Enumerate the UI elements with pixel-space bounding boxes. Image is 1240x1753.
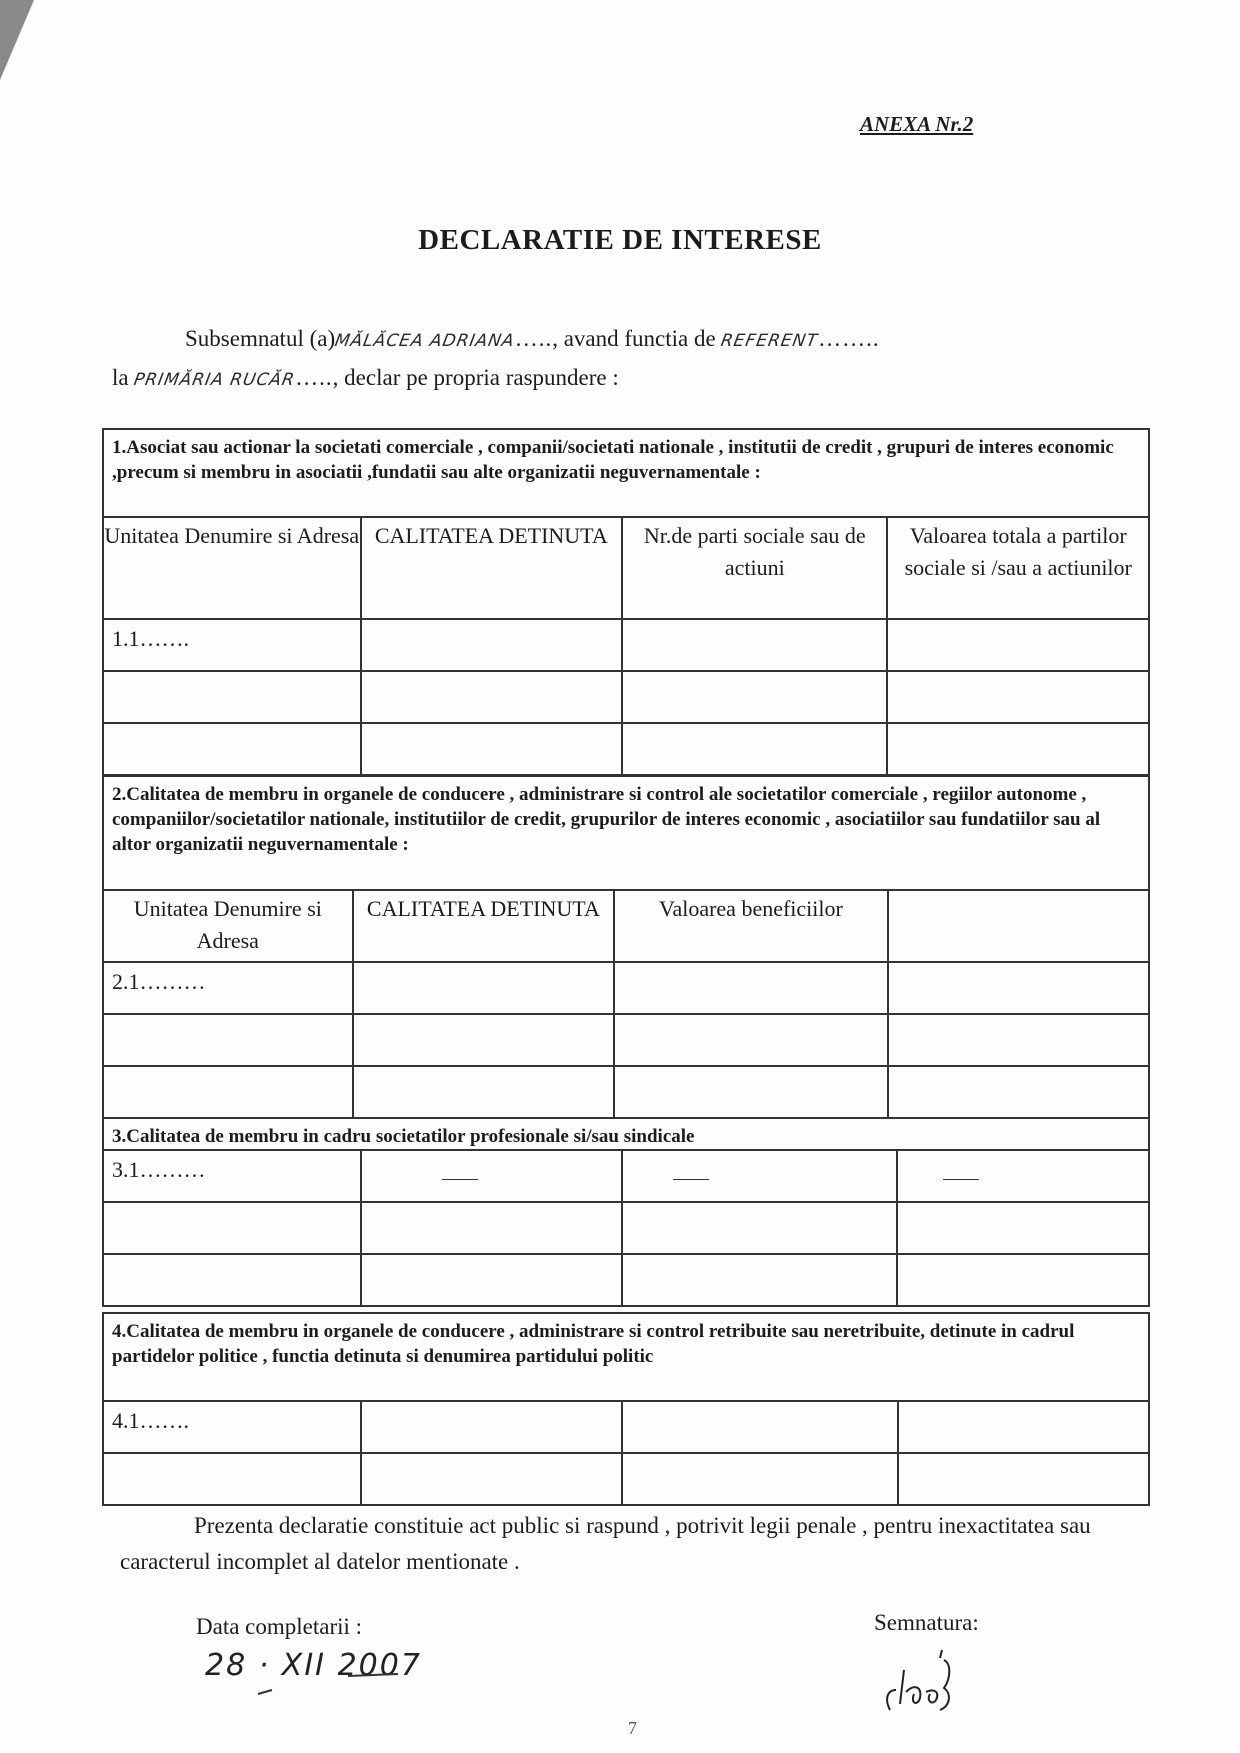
section-1-table bbox=[102, 428, 1150, 776]
section-3-table bbox=[102, 1117, 1150, 1307]
la-label: la bbox=[112, 365, 135, 390]
row-label: 4.1……. bbox=[103, 1401, 361, 1453]
empty-dash bbox=[442, 1179, 478, 1180]
declar-text: , declar pe propria raspundere : bbox=[332, 365, 619, 390]
signature-drawing bbox=[870, 1640, 1010, 1730]
section-3-heading: 3.Calitatea de membru in cadru societatilor profesionale si/sau sindicale bbox=[103, 1118, 1149, 1150]
row-label: 3.1……… bbox=[103, 1150, 361, 1202]
column-header: Valoarea totala a partilor sociale si /sau a actiunilor bbox=[887, 517, 1149, 619]
closing-statement: Prezenta declaratie constituie act public si raspund , potrivit legii penale , pentru inexactitatea sau caracterul incomplet al datelor mentionate . bbox=[120, 1513, 1091, 1574]
declarant-function: REFERENT bbox=[719, 331, 820, 351]
column-header: Unitatea Denumire si Adresa bbox=[103, 517, 361, 619]
function-dots: …….. bbox=[818, 326, 880, 351]
section-2-heading: 2.Calitatea de membru in organele de conducere , administrare si control ale societatilor comerciale , regiilor autonome , companiilor/societatilor nationale, institutiilor de credit, grupurilor de interes economic , asociatiilor sau fundatiilor sau al altor organizatii neguvernamentale : bbox=[103, 776, 1149, 890]
document-title: DECLARATIE DE INTERESE bbox=[418, 224, 822, 256]
date-handwritten: 28 · XII 2007 bbox=[205, 1648, 422, 1683]
functia-label: , avand functia de bbox=[552, 326, 722, 351]
column-header bbox=[888, 890, 1149, 962]
institution-dots: ….. bbox=[295, 365, 333, 390]
column-header: Unitatea Denumire si Adresa bbox=[103, 890, 353, 962]
empty-dash bbox=[943, 1179, 979, 1180]
row-label: 1.1……. bbox=[103, 619, 361, 671]
intro-line-1 bbox=[185, 326, 880, 352]
page-number: 7 bbox=[628, 1718, 637, 1738]
row-label: 2.1……… bbox=[103, 962, 353, 1014]
column-header: CALITATEA DETINUTA bbox=[353, 890, 615, 962]
section-4-heading: 4.Calitatea de membru in organele de conducere , administrare si control retribuite sau neretribuite, detinute in cadrul partidelor politice , functia detinuta si denumirea partidului politic bbox=[103, 1313, 1149, 1401]
declarant-institution: PRIMĂRIA RUCĂR bbox=[132, 370, 297, 390]
name-dots: ….. bbox=[514, 326, 553, 351]
column-header: CALITATEA DETINUTA bbox=[361, 517, 623, 619]
folded-corner bbox=[0, 0, 34, 80]
section-4-table bbox=[102, 1312, 1150, 1506]
date-flourish bbox=[198, 1668, 438, 1698]
annex-label: ANEXA Nr.2 bbox=[860, 112, 974, 136]
subsemnatul-label: Subsemnatul (a) bbox=[185, 326, 336, 351]
column-header: Nr.de parti sociale sau de actiuni bbox=[622, 517, 887, 619]
date-label: Data completarii : bbox=[196, 1614, 363, 1639]
declarant-name: MĂLĂCEA ADRIANA bbox=[333, 331, 517, 351]
signature-label: Semnatura: bbox=[874, 1610, 979, 1635]
intro-line-2 bbox=[112, 365, 619, 391]
section-2-table bbox=[102, 775, 1150, 1119]
section-1-heading: 1.Asociat sau actionar la societati comerciale , companii/societati nationale , institutii de credit , grupuri de interes economic ,precum si membru in asociatii ,fundatii sau alte organizatii neguvernamentale : bbox=[103, 429, 1149, 517]
empty-dash bbox=[673, 1179, 709, 1180]
column-header: Valoarea beneficiilor bbox=[614, 890, 888, 962]
